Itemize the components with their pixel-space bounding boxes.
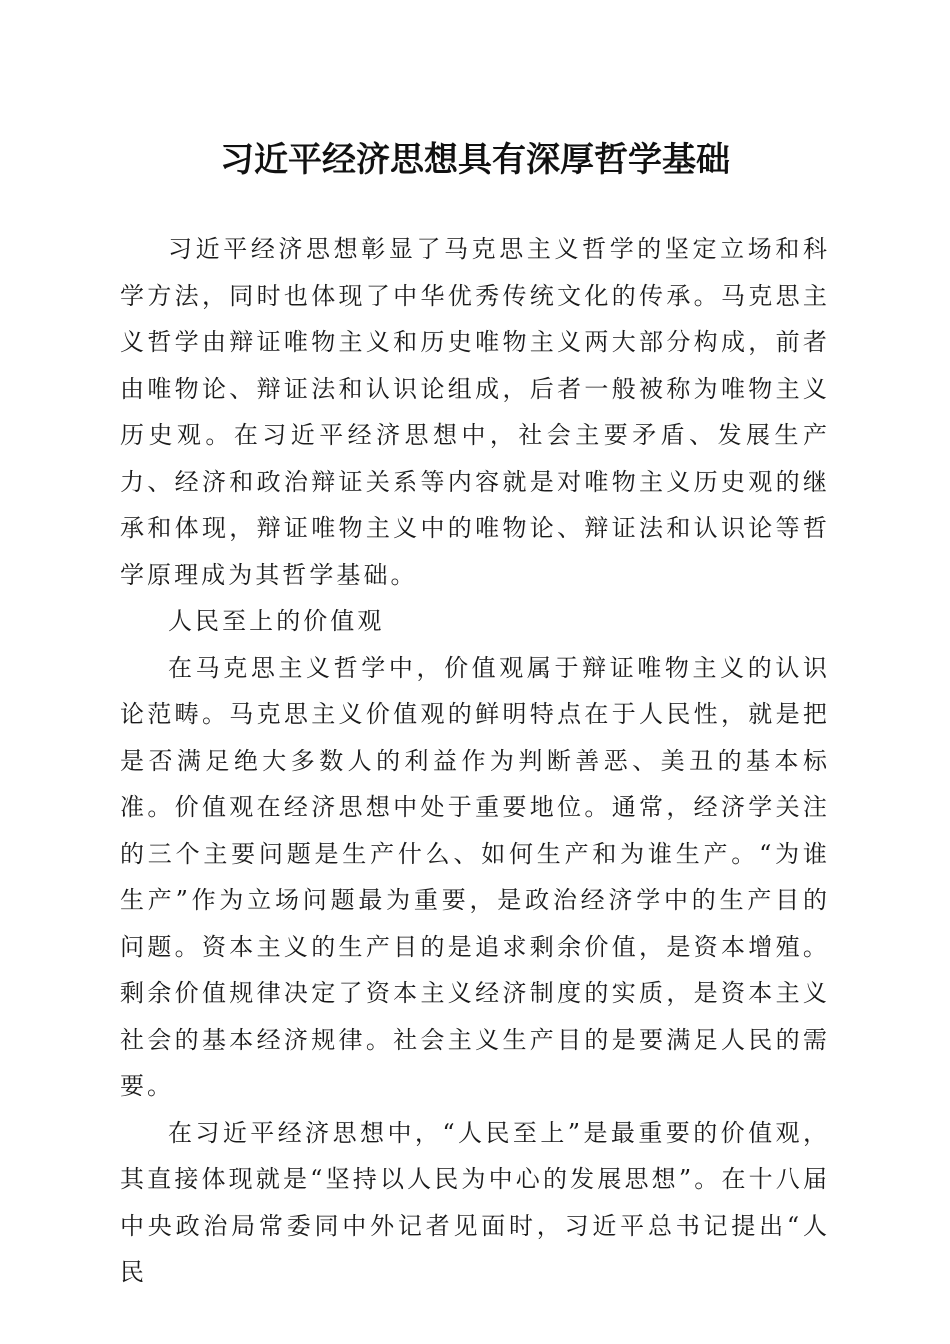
paragraph-values: 在马克思主义哲学中，价值观属于辩证唯物主义的认识论范畴。马克思主义价值观的鲜明特点在于人民性，就是把是否满足绝大多数人的利益作为判断善恶、美丑的基本标准。价值观在经济思想中处于重要地位。通常，经济学关注的三个主要问题是生产什么、如何生产和为谁生产。“为谁生产”作为立场问题最为重要，是政治经济学中的生产目的问题。资本主义的生产目的是追求剩余价值，是资本增殖。剩余价值规律决定了资本主义经济制度的实质，是资本主义社会的基本经济规律。社会主义生产目的是要满足人民的需要。	[120, 653, 830, 1100]
document-title: 习近平经济思想具有深厚哲学基础	[220, 140, 730, 180]
document-body	[120, 226, 830, 1296]
paragraph-people-first: 在习近平经济思想中，“人民至上”是最重要的价值观，其直接体现就是“坚持以人民为中心的发展思想”。在十八届中央政治局常委同中外记者见面时，习近平总书记提出“人民	[120, 1118, 830, 1286]
section-heading: 人民至上的价值观	[168, 607, 385, 635]
paragraph-intro: 习近平经济思想彰显了马克思主义哲学的坚定立场和科学方法，同时也体现了中华优秀传统文化的传承。马克思主义哲学由辩证唯物主义和历史唯物主义两大部分构成，前者由唯物论、辩证法和认识论组成，后者一般被称为唯物主义历史观。在习近平经济思想中，社会主要矛盾、发展生产力、经济和政治辩证关系等内容就是对唯物主义历史观的继承和体现，辩证唯物主义中的唯物论、辩证法和认识论等哲学原理成为其哲学基础。	[120, 235, 830, 589]
